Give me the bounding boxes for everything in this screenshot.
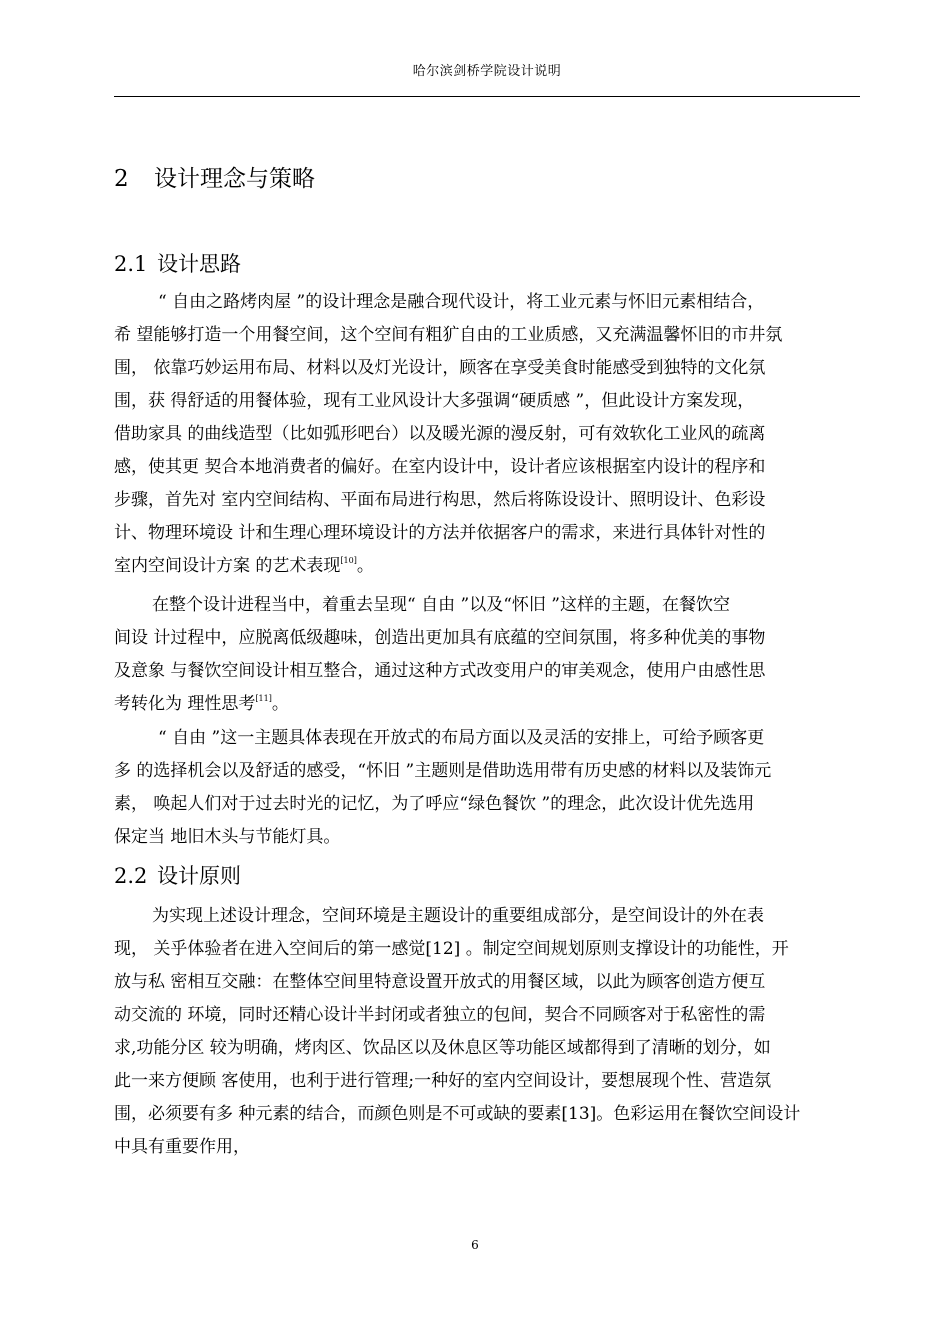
text-line: 放与私 密相互交融：在整体空间里特意设置开放式的用餐区域，以此为顾客创造方便互 (114, 972, 766, 992)
citation: [11] (255, 694, 272, 703)
text-line: 为实现上述设计理念，空间环境是主题设计的重要组成部分，是空间设计的外在表 (152, 906, 764, 926)
text-line: 动交流的 环境，同时还精心设计半封闭或者独立的包间，契合不同顾客对于私密性的需 (114, 1005, 766, 1025)
text-line (114, 688, 866, 721)
line-text: 考转化为 理性思考 (114, 694, 256, 714)
text-line (114, 550, 866, 583)
paragraph-3 (114, 722, 866, 854)
text-line: 围，获 得舒适的用餐体验，现有工业风设计大多强调“硬质感 ”，但此设计方案发现， (114, 391, 755, 411)
text-line: “ 自由 ”这一主题具体表现在开放式的布局方面以及灵活的安排上，可给予顾客更 (158, 728, 765, 748)
section-heading-2-2 (114, 860, 241, 890)
page-header: 哈尔滨剑桥学院设计说明 (412, 64, 562, 79)
page-number: 6 (471, 1238, 479, 1252)
chapter-title: 设计理念与策略 (154, 166, 315, 192)
text-line: 借助家具 的曲线造型（比如弧形吧台）以及暖光源的漫反射，可有效软化工业风的疏离 (114, 424, 766, 444)
paragraph-4 (114, 900, 866, 1164)
section-title: 设计原则 (157, 864, 241, 888)
section-heading-2-1 (114, 248, 241, 278)
text-line: 求,功能分区 较为明确，烤肉区、饮品区以及休息区等功能区域都得到了清晰的划分，如 (114, 1038, 771, 1058)
text-line: 间设 计过程中，应脱离低级趣味，创造出更加具有底蕴的空间氛围，将多种优美的事物 (114, 628, 766, 648)
text-line: 感，使其更 契合本地消费者的偏好。在室内设计中，设计者应该根据室内设计的程序和 (114, 457, 766, 477)
text-line: 多 的选择机会以及舒适的感受，“怀旧 ”主题则是借助选用带有历史感的材料以及装饰元 (114, 761, 772, 781)
line-end: 。 (271, 694, 289, 714)
text-line: 围，必须要有多 种元素的结合，而颜色则是不可或缺的要素[13]。色彩运用在餐饮空间设计 (114, 1104, 801, 1124)
header-rule (114, 96, 860, 97)
section-number: 2.2 (114, 864, 148, 888)
text-line: 素， 唤起人们对于过去时光的记忆，为了呼应“绿色餐饮 ”的理念，此次设计优先选用 (114, 794, 755, 814)
text-line: 希 望能够打造一个用餐空间，这个空间有粗犷自由的工业质感，又充满温馨怀旧的市井氛 (114, 325, 783, 345)
text-line: 现， 关乎体验者在进入空间后的第一感觉[12] 。制定空间规划原则支撑设计的功能性，开 (114, 939, 789, 959)
paragraph-2 (114, 589, 866, 721)
citation: [10] (340, 556, 357, 565)
text-line: 在整个设计进程当中，着重去呈现“ 自由 ”以及“怀旧 ”这样的主题，在餐饮空 (152, 595, 730, 615)
paragraph-1 (114, 286, 866, 583)
text-line: 保定当 地旧木头与节能灯具。 (114, 827, 341, 847)
text-line: 中具有重要作用， (114, 1137, 250, 1157)
line-end: 。 (356, 556, 374, 576)
section-title: 设计思路 (157, 252, 241, 276)
section-number: 2.1 (114, 252, 148, 276)
text-line: 步骤，首先对 室内空间结构、平面布局进行构思，然后将陈设设计、照明设计、色彩设 (114, 490, 766, 510)
line-text: 室内空间设计方案 的艺术表现 (114, 556, 341, 576)
text-line: 围， 依靠巧妙运用布局、材料以及灯光设计，顾客在享受美食时能感受到独特的文化氛 (114, 358, 766, 378)
text-line: 计、物理环境设 计和生理心理环境设计的方法并依据客户的需求，来进行具体针对性的 (114, 523, 766, 543)
text-line: 及意象 与餐饮空间设计相互整合，通过这种方式改变用户的审美观念，使用户由感性思 (114, 661, 766, 681)
text-line: 此一来方便顾 客使用，也利于进行管理;一种好的室内空间设计，要想展现个性、营造氛 (114, 1071, 772, 1091)
text-line: “ 自由之路烤肉屋 ”的设计理念是融合现代设计，将工业元素与怀旧元素相结合， (158, 292, 765, 312)
chapter-heading (114, 160, 315, 193)
chapter-number: 2 (114, 166, 129, 192)
